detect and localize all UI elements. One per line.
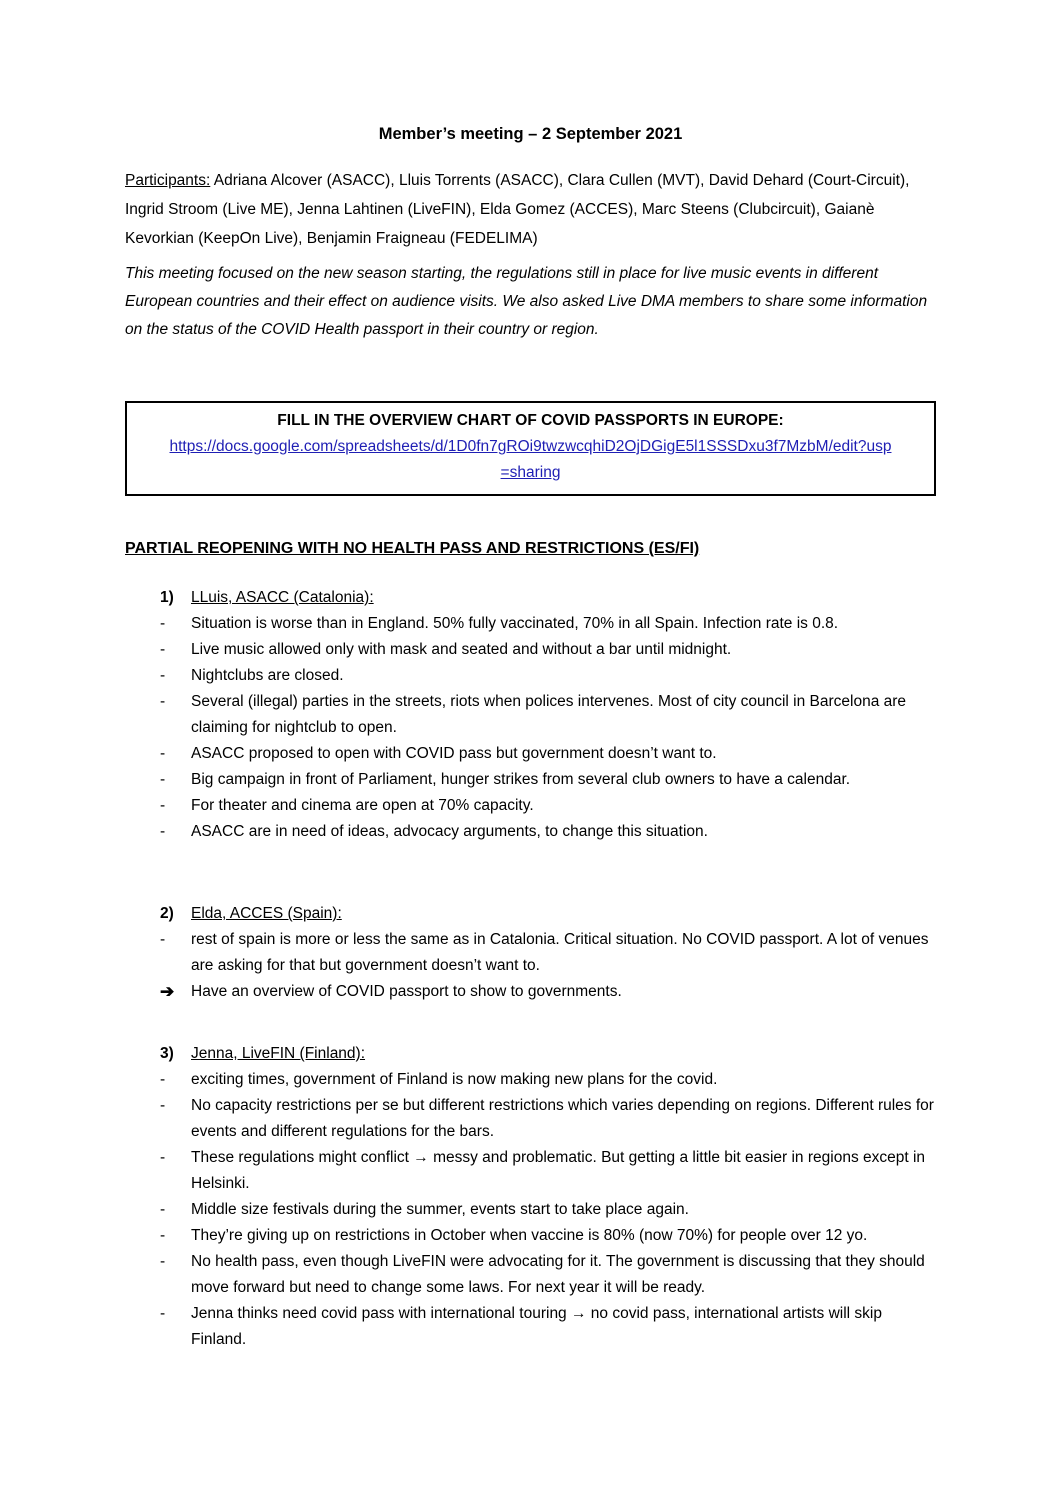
list-item	[125, 1197, 936, 1223]
covid-passport-callout-box	[125, 401, 936, 496]
bullet-dash: -	[160, 823, 166, 840]
list-item-text: For theater and cinema are open at 70% capacity.	[191, 797, 534, 814]
document-title: Member’s meeting – 2 September 2021	[378, 125, 683, 143]
list-item	[125, 663, 936, 689]
list-item-text: ASACC are in need of ideas, advocacy arguments, to change this situation.	[191, 823, 708, 840]
callout-heading: FILL IN THE OVERVIEW CHART OF COVID PASSPORTS IN EUROPE:	[277, 412, 784, 429]
list-item-text: Several (illegal) parties in the streets, riots when polices intervenes. Most of city council in Barcelona are claiming for nightclub to open.	[191, 693, 907, 736]
list-item-text: Nightclubs are closed.	[191, 667, 344, 684]
subsection-catalonia	[125, 585, 936, 845]
bullet-dash: -	[160, 1149, 166, 1166]
list-item	[125, 1223, 936, 1249]
subsection-title-row	[125, 1041, 936, 1067]
list-item	[125, 1249, 936, 1301]
subsection-number: 1)	[160, 589, 174, 606]
list-item-text: These regulations might conflict → messy and problematic. But getting a little bit easier in regions except in Helsinki.	[191, 1149, 926, 1192]
bullet-dash: -	[160, 615, 166, 632]
bullet-dash: -	[160, 641, 166, 658]
subsection-spain	[125, 901, 936, 1005]
subsection-title: Jenna, LiveFIN (Finland):	[191, 1045, 366, 1062]
subsection-number: 2)	[160, 905, 174, 922]
list-item-text: rest of spain is more or less the same as in Catalonia. Critical situation. No COVID passport. A lot of venues are asking for that but government doesn’t want to.	[191, 931, 929, 974]
participants-label: Participants:	[125, 172, 211, 189]
list-item-text: They’re giving up on restrictions in October when vaccine is 80% (now 70%) for people over 12 yo.	[191, 1227, 868, 1244]
list-item	[125, 767, 936, 793]
subsection-title: Elda, ACCES (Spain):	[191, 905, 342, 922]
list-item-text: exciting times, government of Finland is now making new plans for the covid.	[191, 1071, 718, 1088]
list-item-text: Jenna thinks need covid pass with international touring → no covid pass, international artists will skip Finland.	[191, 1305, 882, 1348]
list-item-text: No capacity restrictions per se but different restrictions which varies depending on regions. Different rules for events and different regulations for the bars.	[191, 1097, 934, 1140]
bullet-dash: -	[160, 667, 166, 684]
bullet-dash: -	[160, 1305, 166, 1322]
subsection-number: 3)	[160, 1045, 174, 1062]
bullet-dash: -	[160, 1071, 166, 1088]
subsection-title-row	[125, 585, 936, 611]
list-item	[125, 741, 936, 767]
list-item	[125, 1067, 936, 1093]
list-item	[125, 611, 936, 637]
bullet-dash: -	[160, 745, 166, 762]
bullet-dash: -	[160, 1201, 166, 1218]
bullet-dash: -	[160, 1097, 166, 1114]
list-item	[125, 689, 936, 741]
participants-names: Adriana Alcover (ASACC), Lluis Torrents (ASACC), Clara Cullen (MVT), David Dehard (Court-Circuit), Ingrid Stroom (Live ME), Jenna Lahtinen (LiveFIN), Elda Gomez (ACCES), Marc Steens (Clubcircuit), Gaianè Kevorkian (KeepOn Live), Benjamin Fraigneau (FEDELIMA)	[125, 172, 910, 247]
subsection-title: LLuis, ASACC (Catalonia):	[191, 589, 374, 606]
list-item	[125, 637, 936, 663]
list-item-text: Big campaign in front of Parliament, hunger strikes from several club owners to have a calendar.	[191, 771, 851, 788]
list-item-text: Live music allowed only with mask and seated and without a bar until midnight.	[191, 641, 732, 658]
list-item	[125, 793, 936, 819]
bullet-dash: -	[160, 771, 166, 788]
list-item	[125, 1301, 936, 1353]
bullet-dash: -	[160, 931, 166, 948]
list-item-text: Have an overview of COVID passport to show to governments.	[191, 983, 622, 1000]
list-item-text: Situation is worse than in England. 50% fully vaccinated, 70% in all Spain. Infection rate is 0.8.	[191, 615, 839, 632]
list-item-text: Middle size festivals during the summer, events start to take place again.	[191, 1201, 689, 1218]
list-item	[125, 1093, 936, 1145]
bullet-dash: -	[160, 693, 166, 710]
list-item	[125, 979, 936, 1005]
arrow-bullet-icon: ➔	[160, 982, 175, 1001]
list-item-text: ASACC proposed to open with COVID pass but government doesn’t want to.	[191, 745, 717, 762]
bullet-dash: -	[160, 1253, 166, 1270]
intro-paragraph: This meeting focused on the new season starting, the regulations still in place for live music events in different European countries and their effect on audience visits. We also asked Live DMA members to share some information on the status of the COVID Health passport in their country or region.	[125, 265, 928, 338]
list-item	[125, 927, 936, 979]
section-heading: PARTIAL REOPENING WITH NO HEALTH PASS AND RESTRICTIONS (ES/FI)	[125, 540, 700, 557]
subsection-finland	[125, 1041, 936, 1353]
list-item	[125, 819, 936, 845]
participants-paragraph	[125, 166, 936, 253]
list-item	[125, 1145, 936, 1197]
subsection-title-row	[125, 901, 936, 927]
spreadsheet-link[interactable]: https://docs.google.com/spreadsheets/d/1D0fn7gROi9twzwcqhiD2OjDGigE5l1SSSDxu3f7MzbM/edit?usp=sharing	[169, 438, 892, 481]
bullet-dash: -	[160, 797, 166, 814]
list-item-text: No health pass, even though LiveFIN were advocating for it. The government is discussing that they should move forward but need to change some laws. For next year it will be ready.	[191, 1253, 925, 1296]
bullet-dash: -	[160, 1227, 166, 1244]
